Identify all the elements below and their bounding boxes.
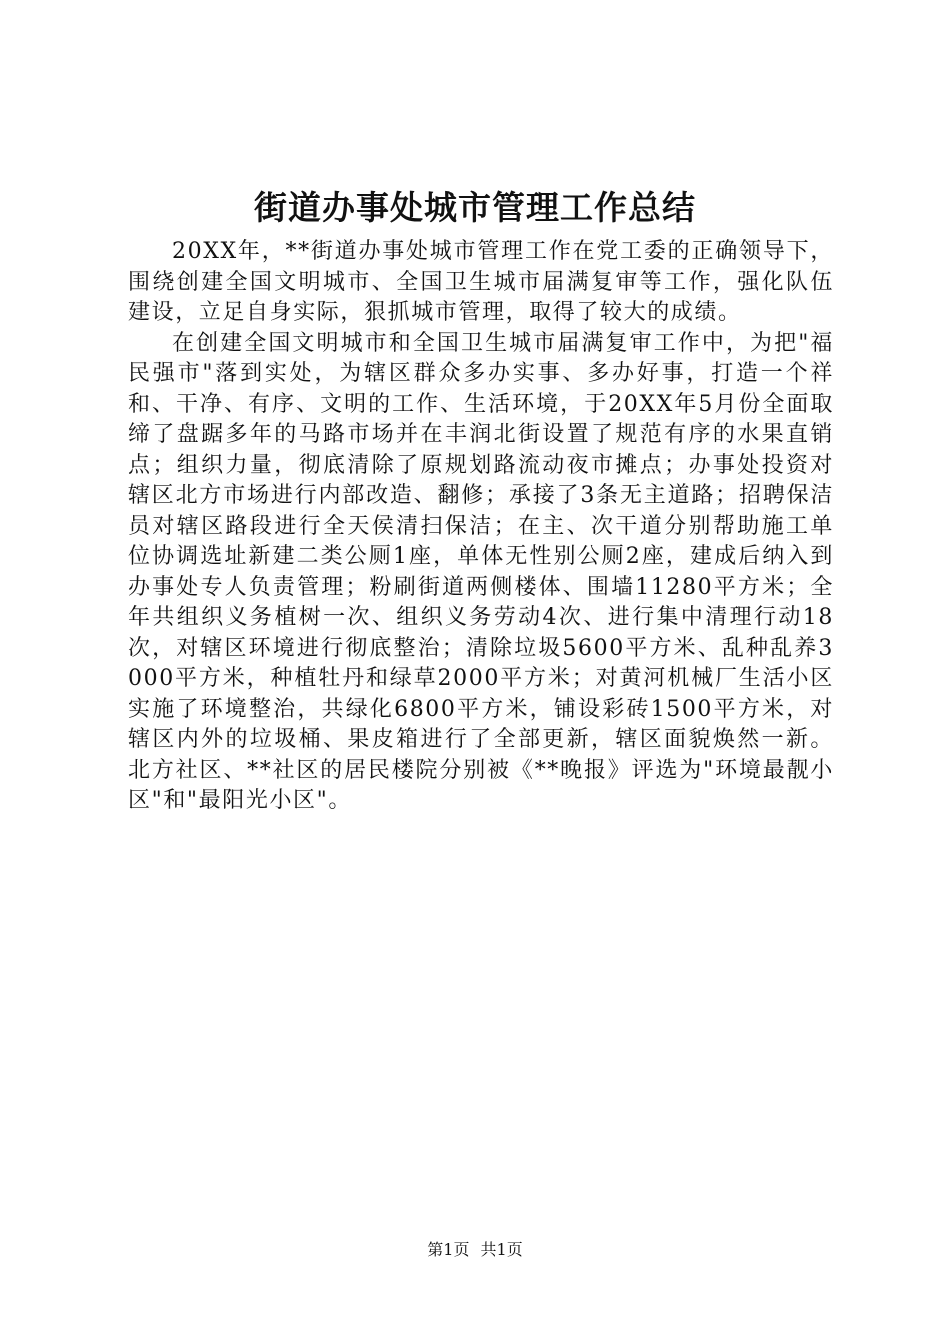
paragraph-intro: 20XX年，**街道办事处城市管理工作在党工委的正确领导下，围绕创建全国文明城市、全国卫生城市届满复审等工作，强化队伍建设，立足自身实际，狠抓城市管理，取得了较大的成绩。 — [128, 239, 834, 325]
page-footer — [0, 1238, 950, 1262]
document-title: 街道办事处城市管理工作总结 — [254, 188, 696, 227]
page-number: 第1页 — [427, 1240, 470, 1259]
page-total: 共1页 — [480, 1240, 523, 1259]
document-body — [128, 237, 834, 817]
paragraph-details: 在创建全国文明城市和全国卫生城市届满复审工作中，为把"福民强市"落到实处，为辖区群众多办实事、多办好事，打造一个祥和、干净、有序、文明的工作、生活环境，于20XX年5月份全面取缔了盘踞多年的马路市场并在丰润北街设置了规范有序的水果直销点；组织力量，彻底清除了原规划路流动夜市摊点；办事处投资对辖区北方市场进行内部改造、翻修；承接了3条无主道路；招聘保洁员对辖区路段进行全天侯清扫保洁；在主、次干道分别帮助施工单位协调选址新建二类公厕1座，单体无性别公厕2座，建成后纳入到办事处专人负责管理；粉刷街道两侧楼体、围墙11280平方米；全年共组织义务植树一次、组织义务劳动4次、进行集中清理行动18次，对辖区环境进行彻底整治；清除垃圾5600平方米、乱种乱养3000平方米，种植牡丹和绿草2000平方米；对黄河机械厂生活小区实施了环境整治，共绿化6800平方米，铺设彩砖1500平方米，对辖区内外的垃圾桶、果皮箱进行了全部更新，辖区面貌焕然一新。北方社区、**社区的居民楼院分别被《**晚报》评选为"环境最靓小区"和"最阳光小区"。 — [128, 330, 834, 813]
